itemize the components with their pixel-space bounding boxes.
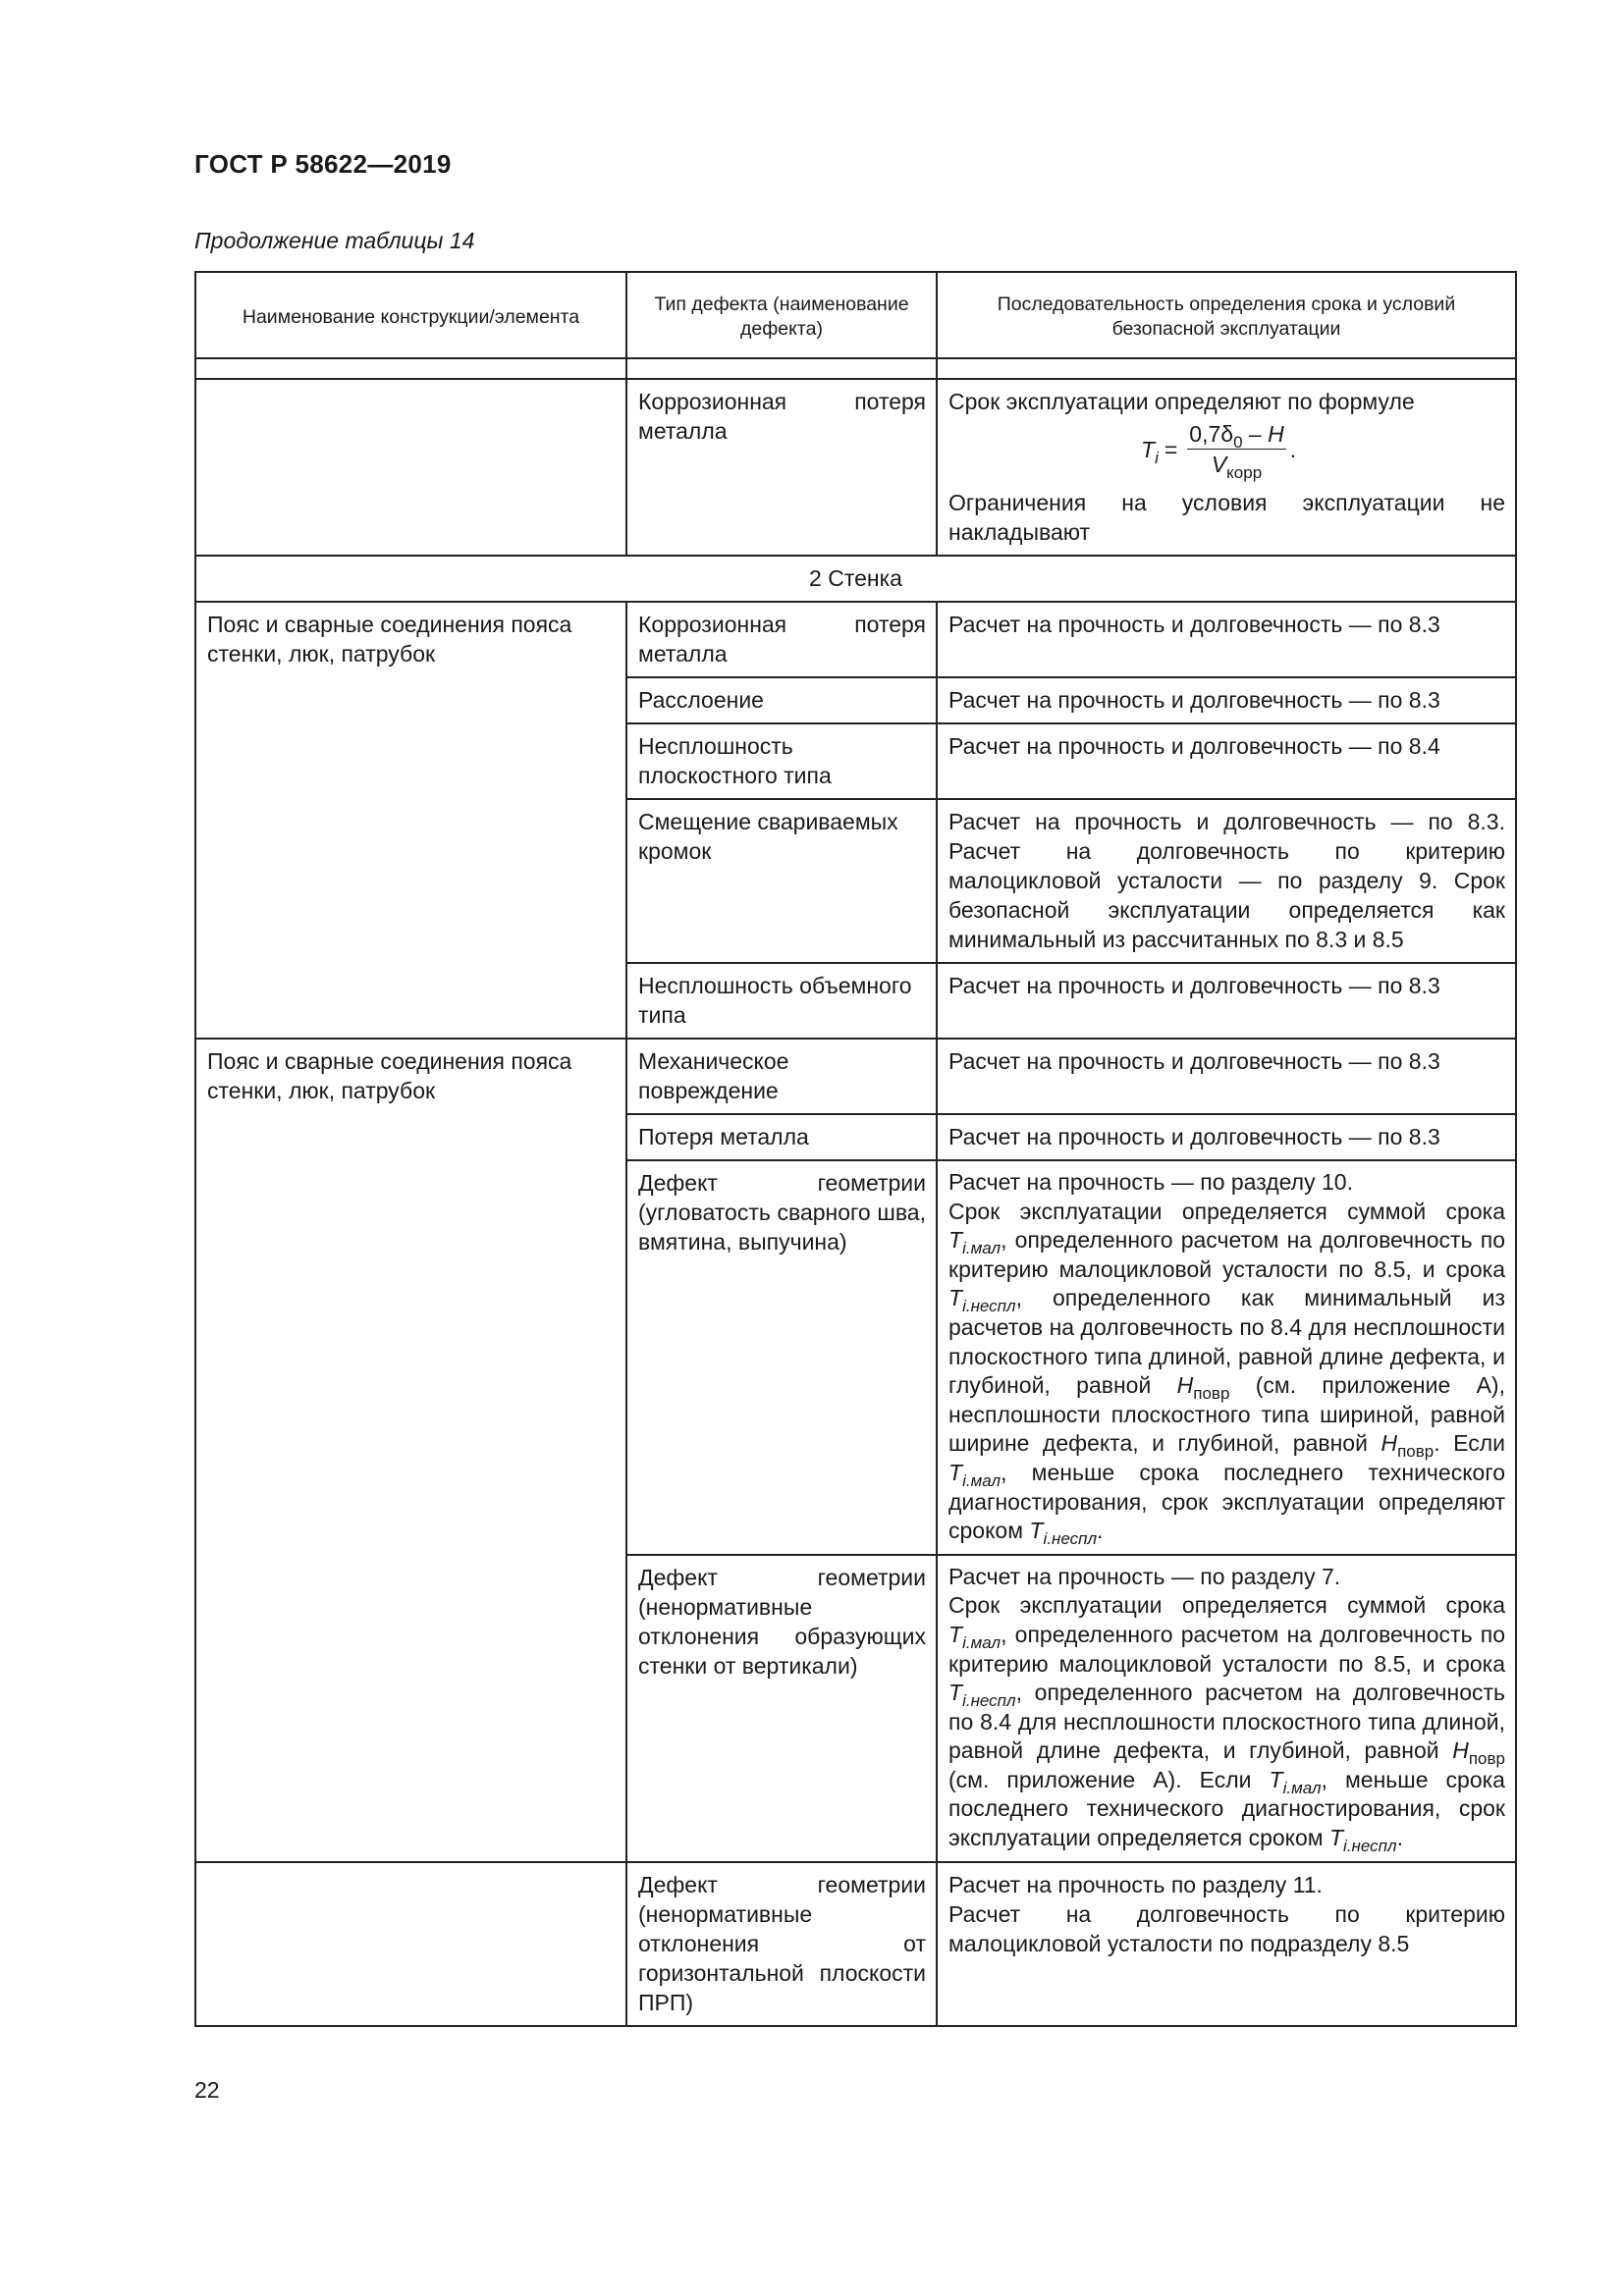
defects-table [194,271,1517,2027]
defect-cell: Коррозионная потеря металла [626,379,937,556]
defect-cell: Потеря металла [626,1114,937,1160]
table-row [195,379,1516,556]
formula-symbol: T [1141,436,1156,462]
procedure-cell: Расчет на прочность и долговечность — по 8.3 [937,677,1516,723]
table-row [195,1039,1516,1114]
defect-cell: Дефект геометрии (ненормативные отклонения от горизонтальной плоскости ПРП) [626,1862,937,2026]
procedure-cell: Расчет на прочность — по разделу 10. Срок эксплуатации определяется суммой срока $T_{i.мал}$, определенного расчетом на долговечность по критерию малоцикловой усталости по 8.5, и срока $T_{i.неспл}$, определенного как минимальный из расчетов на долговечность по 8.4 для несплошности плоскостного типа длиной, равной длине дефекта, и глубиной, равной $H_{повр}$ (см. приложение А), несплошности плоскостного типа шириной, равной ширине дефекта, и глубиной, равной $H_{повр}$. Если $T_{i.мал}$, меньше срока последнего технического диагностирования, срок эксплуатации определяют сроком $T_{i.неспл}$. [937,1160,1516,1555]
element-cell [195,1862,626,2026]
defect-cell: Расслоение [626,677,937,723]
section-title: 2 Стенка [195,556,1516,602]
defect-cell: Несплошность объемного типа [626,963,937,1039]
header-separator [195,358,1516,379]
column-header-defect: Тип дефекта (наименование дефекта) [626,272,937,358]
formula-numerator: $0,7\delta_0$ – H [1189,421,1284,452]
procedure-cell: Расчет на прочность и долговечность — по 8.3 [937,1114,1516,1160]
table-row [195,1862,1516,2026]
defect-cell: Смещение свариваемых кромок [626,799,937,963]
procedure-text: Срок эксплуатации определяют по формуле [948,389,1415,414]
procedure-cell: Расчет на прочность и долговечность — по 8.3 [937,602,1516,677]
procedure-cell: Расчет на прочность и долговечность — по 8.4 [937,723,1516,799]
formula-period: . [1289,436,1297,462]
procedure-cell: Расчет на прочность и долговечность — по 8.3 [937,963,1516,1039]
service-life-formula [948,420,1505,482]
formula-denominator: $V_{корр}$ [1211,452,1263,482]
column-header-element: Наименование конструкции/элемента [195,272,626,358]
element-cell: Пояс и сварные соединения пояса стенки, люк, патрубок [195,602,626,1039]
procedure-cell: Расчет на прочность по разделу 11. Расчет на долговечность по критерию малоцикловой усталости по подразделу 8.5 [937,1862,1516,2026]
document-code: ГОСТ Р 58622—2019 [194,149,452,179]
procedure-text: Ограничения на условия эксплуатации не накладывают [948,490,1505,545]
procedure-cell: Расчет на прочность и долговечность — по 8.3. Расчет на долговечность по критерию малоцикловой усталости — по разделу 9. Срок безопасной эксплуатации определяется как минимальный из рассчитанных по 8.3 и 8.5 [937,799,1516,963]
defect-cell: Несплошность плоскостного типа [626,723,937,799]
table-header-row [195,272,1516,358]
defect-cell: Коррозионная потеря металла [626,602,937,677]
defect-cell: Дефект геометрии (угловатость сварного шва, вмятина, выпучина) [626,1160,937,1555]
column-header-procedure: Последовательность определения срока и условий безопасной эксплуатации [937,272,1516,358]
procedure-cell: Расчет на прочность — по разделу 7. Срок эксплуатации определяется суммой срока $T_{i.мал}$, определенного расчетом на долговечность по критерию малоцикловой усталости по 8.5, и срока $T_{i.неспл}$, определенного расчетом на долговечность по 8.4 для несплошности плоскостного типа длиной, равной длине дефекта, и глубиной, равной $H_{повр}$ (см. приложение А). Если $T_{i.мал}$, меньше срока последнего технического диагностирования, срок эксплуатации определяется сроком $T_{i.неспл}$. [937,1555,1516,1862]
element-cell: Пояс и сварные соединения пояса стенки, люк, патрубок [195,1039,626,1862]
formula-subscript: i [1155,448,1159,467]
formula-fraction [1187,420,1285,482]
page-number: 22 [194,2077,220,2103]
section-row [195,556,1516,602]
defect-cell: Дефект геометрии (ненормативные отклонения образующих стенки от вертикали) [626,1555,937,1862]
table-row [195,602,1516,677]
defect-cell: Механическое повреждение [626,1039,937,1114]
procedure-cell [937,379,1516,556]
table-caption: Продолжение таблицы 14 [194,228,475,253]
element-cell [195,379,626,556]
formula-equals: = [1164,436,1178,462]
procedure-cell: Расчет на прочность и долговечность — по 8.3 [937,1039,1516,1114]
